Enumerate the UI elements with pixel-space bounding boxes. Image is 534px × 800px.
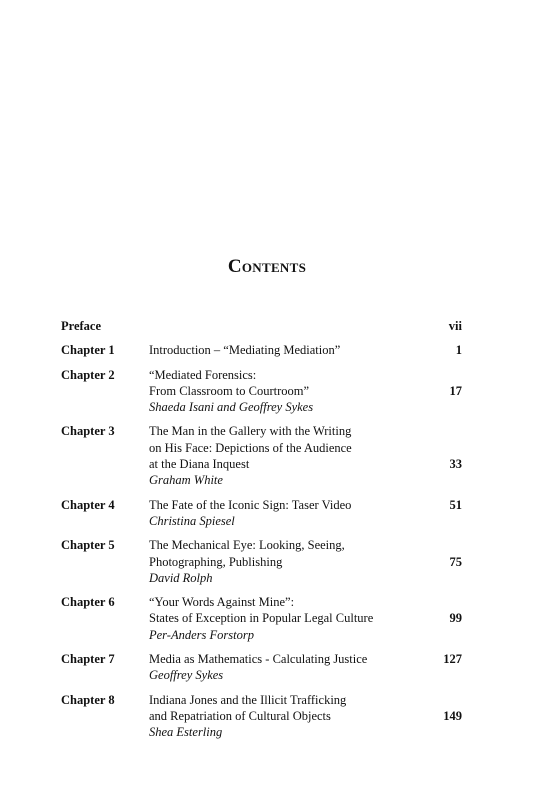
chapter-title-line: “Mediated Forensics:: [149, 367, 257, 382]
toc-entry: [61, 318, 462, 334]
chapter-author: Graham White: [149, 473, 223, 488]
chapter-author: Christina Spiesel: [149, 513, 235, 528]
page-number: 127: [443, 652, 462, 667]
chapter-label: Chapter 8: [61, 692, 115, 707]
page-number: 99: [449, 611, 462, 626]
chapter-author: Shea Esterling: [149, 725, 223, 740]
chapter-title-line: Photographing, Publishing: [149, 554, 283, 569]
chapter-label: Chapter 5: [61, 538, 115, 553]
page-number: vii: [448, 319, 462, 333]
page-number: 17: [449, 383, 462, 398]
entry-body: [149, 342, 422, 358]
toc-entry: [61, 342, 462, 358]
chapter-label: Chapter 4: [61, 497, 115, 512]
entry-body: [149, 318, 422, 334]
chapter-label: Chapter 2: [61, 367, 115, 382]
chapter-author: Per-Anders Forstorp: [149, 627, 254, 642]
chapter-title-line: From Classroom to Courtroom”: [149, 383, 310, 398]
entry-body: [149, 651, 422, 684]
entry-body: [149, 423, 422, 488]
toc-entry: [61, 537, 462, 586]
chapter-label: Chapter 7: [61, 652, 115, 667]
entry-body: [149, 594, 422, 643]
chapter-author: Geoffrey Sykes: [149, 668, 224, 683]
chapter-title-line: The Fate of the Iconic Sign: Taser Video: [149, 497, 352, 512]
chapter-title-line: at the Diana Inquest: [149, 457, 250, 472]
chapter-title-line: on His Face: Depictions of the Audience: [149, 440, 352, 455]
chapter-author: Shaeda Isani and Geoffrey Sykes: [149, 400, 314, 415]
toc-entry: [61, 594, 462, 643]
toc-entry: [61, 423, 462, 488]
chapter-title-line: The Mechanical Eye: Looking, Seeing,: [149, 538, 345, 553]
toc-entry: [61, 367, 462, 416]
chapter-title-line: Indiana Jones and the Illicit Trafficking: [149, 692, 347, 707]
chapter-title-line: The Man in the Gallery with the Writing: [149, 424, 352, 439]
toc-entry: [61, 651, 462, 684]
entry-body: [149, 497, 422, 530]
chapter-label: Preface: [61, 319, 102, 333]
chapter-title-line: States of Exception in Popular Legal Culture: [149, 611, 374, 626]
page-number: 51: [449, 497, 462, 512]
chapter-label: Chapter 1: [61, 343, 115, 358]
entry-body: [149, 692, 422, 741]
toc-entry: [61, 497, 462, 530]
chapter-title-line: “Your Words Against Mine”:: [149, 595, 295, 610]
page-number: 1: [455, 343, 462, 358]
chapter-label: Chapter 3: [61, 424, 115, 439]
chapter-title-line: Introduction – “Mediating Mediation”: [149, 343, 341, 358]
toc-entry: [61, 692, 462, 741]
page-title: Contents: [227, 256, 307, 277]
page-number: 33: [449, 457, 462, 472]
page-number: 75: [449, 554, 462, 569]
table-of-contents: [61, 318, 462, 749]
entry-body: [149, 367, 422, 416]
entry-body: [149, 537, 422, 586]
page-number: 149: [443, 708, 462, 723]
chapter-label: Chapter 6: [61, 595, 115, 610]
chapter-title-line: and Repatriation of Cultural Objects: [149, 708, 331, 723]
chapter-author: David Rolph: [149, 570, 213, 585]
chapter-title-line: Media as Mathematics - Calculating Justice: [149, 652, 368, 667]
